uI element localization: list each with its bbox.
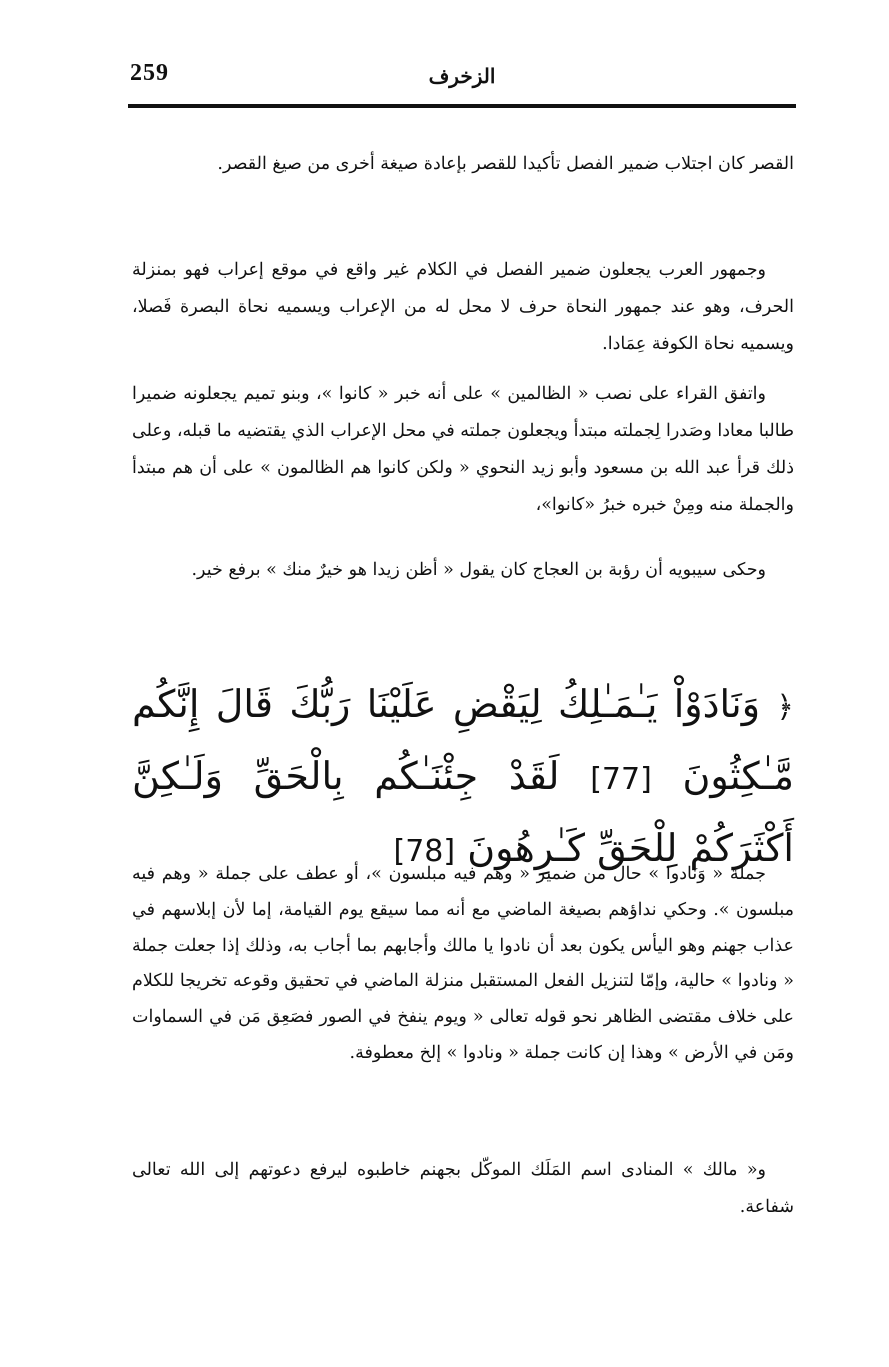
paragraph-text: القصر كان اجتلاب ضمير الفصل تأكيدا للقصر بإعادة صيغة أخرى من صيغ القصر. xyxy=(217,154,794,174)
paragraph-text: و« مالك » المنادى اسم المَلَك الموكّل بجهنم خاطبوه ليرفع دعوتهم إلى الله تعالى شفاعة. xyxy=(132,1160,794,1217)
paragraph-text: جملة « وَنَادوا » حال من ضمير « وهم فيه مبلسون »، أو عطف على جملة « وهم فيه مبلسون ». وحكي نداؤهم بصيغة الماضي مع أنه مما سيقع يوم القيامة، إما لأن إبلاسهم في عذاب جهنم وهو اليأس يكون بعد أن نادوا يا مالك وأجابهم بما أجاب به، وذلك إذا جعلت جملة « ونادوا » حالية، وإمّا لتنزيل الفعل المستقبل منزلة الماضي في تحقيق وقوعه تخريجا للكلام على خلاف مقتضى الظاهر نحو قوله تعالى « ويوم ينفخ في الصور فصَعِق مَن في السماوات ومَن في الأرض » وهذا إن كانت جملة « ونادوا » إلخ معطوفة. xyxy=(132,864,794,1063)
paragraph-text: وجمهور العرب يجعلون ضمير الفصل في الكلام غير واقع في موقع إعراب فهو بمنزلة الحرف، وهو عند جمهور النحاة حرف لا محل له من الإعراب ويسميه نحاة البصرة فَصلا، ويسميه نحاة الكوفة عِمَادا. xyxy=(132,260,794,354)
paragraph-4 xyxy=(132,552,794,589)
paragraph-5 xyxy=(132,857,794,1072)
paragraph-text: واتفق القراء على نصب « الظالمين » على أنه خبر « كانوا »، وبنو تميم يجعلونه ضميرا طالبا معادا وصَدرا لِجملته مبتدأ ويجعلون جملته في محل الإعراب الذي يقتضيه ما قبله، وعلى ذلك قرأ عبد الله بن مسعود وأبو زيد النحوي « ولكن كانوا هم الظالمون » على أن هم مبتدأ والجملة منه ومِنْ خبره خبرُ «كانوا»، xyxy=(132,384,794,515)
page-header xyxy=(128,56,796,96)
ayah-number-77: [77] xyxy=(590,762,652,797)
paragraph-1 xyxy=(132,146,794,183)
ayah-number-78: [78] xyxy=(393,834,456,869)
paragraph-text: وحكى سيبويه أن رؤبة بن العجاج كان يقول « أظن زيدا هو خيرٌ منك » برفع خير. xyxy=(191,560,766,580)
quran-verse xyxy=(132,670,794,886)
paragraph-3 xyxy=(132,376,794,524)
page-number: 259 xyxy=(130,60,169,86)
paragraph-6 xyxy=(132,1152,794,1226)
verse-part-2: لَقَدْ جِئْنَـٰكُم بِالْحَقِّ وَلَـٰكِنَّ أَكْثَرَكُمْ لِلْحَقِّ كَـٰرِهُونَ xyxy=(132,754,794,870)
verse-part-1: وَنَادَوْاْ يَـٰمَـٰلِكُ لِيَقْضِ عَلَيْنَا رَبُّكَ قَالَ إِنَّكُم مَّـٰكِثُونَ xyxy=(132,682,794,798)
running-title: الزخرف xyxy=(428,64,496,88)
verse-open-bracket: ﴿ xyxy=(776,690,794,725)
paragraph-2 xyxy=(132,252,794,363)
header-rule xyxy=(128,104,796,108)
